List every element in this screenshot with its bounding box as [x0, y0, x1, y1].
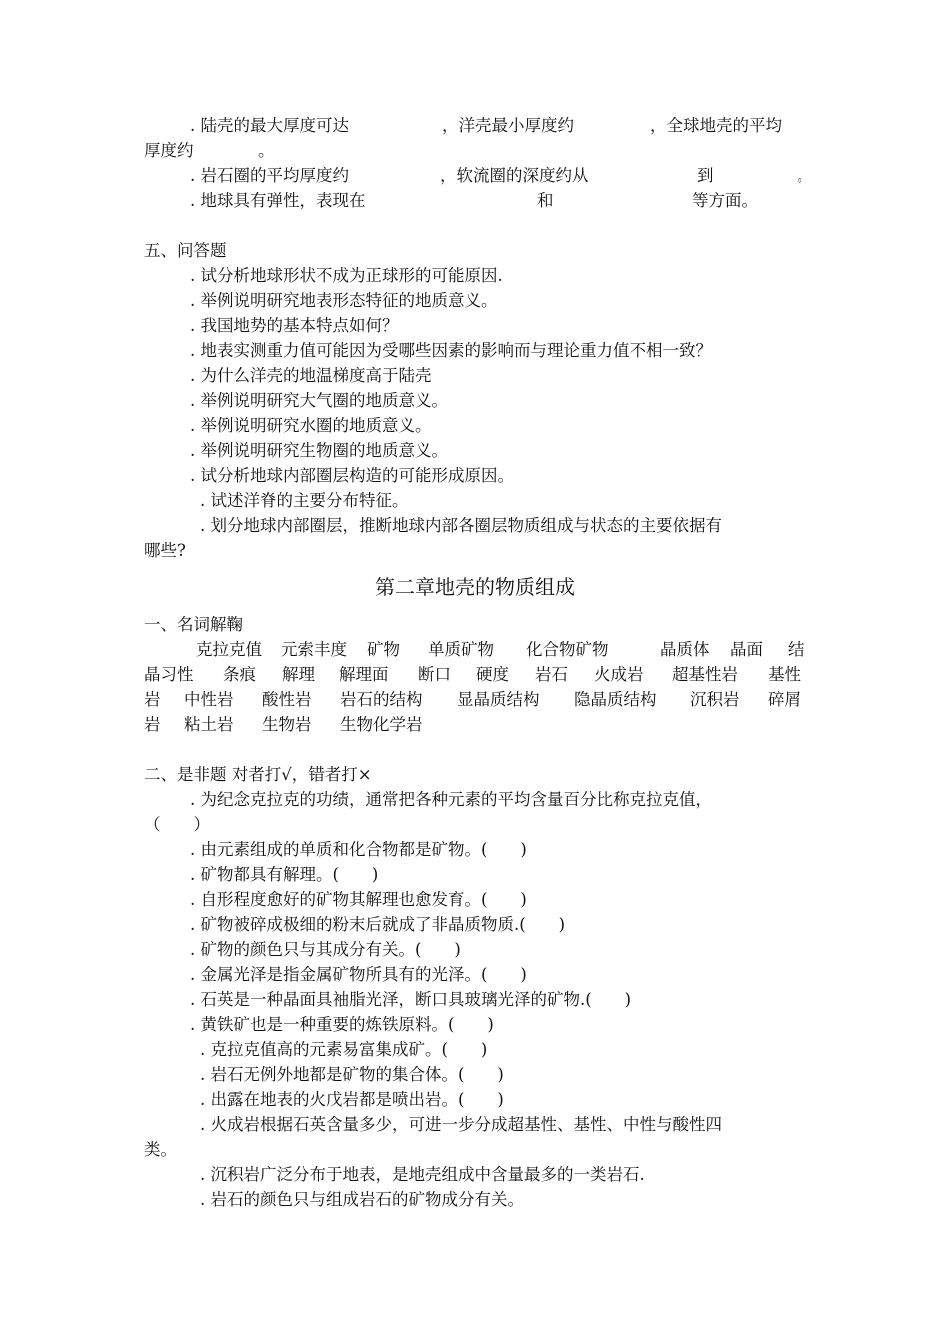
fill-q3-c: 等方面。 [692, 191, 758, 210]
term: 解理面 [339, 665, 389, 684]
term: 超基性岩 [672, 665, 738, 684]
term: 元索丰度 [281, 640, 347, 659]
question-item: . 举例说明研究生物圈的地质意义。 [190, 441, 448, 460]
question-item: . 我国地势的基本特点如何？ [190, 316, 399, 335]
term: 化合物矿物 [526, 640, 609, 659]
term: 隐晶质结构 [574, 690, 657, 709]
term: 中性岩 [184, 690, 234, 709]
tf-item: . 岩石的颜色只与组成岩石的矿物成分有关。 [200, 1190, 524, 1209]
fill-q1-c: ，全球地壳的平均 [650, 116, 782, 135]
tf-item: . 矿物被碎成极细的粉末后就成了非晶质物质.( ) [190, 915, 566, 934]
tf-item: . 矿物的颜色只与其成分有关。( ) [190, 940, 461, 959]
term: 断口 [418, 665, 451, 684]
term: 基性 [768, 665, 801, 684]
tf-item: . 自形程度愈好的矿物其解理也愈发育。( ) [190, 890, 527, 909]
fill-q2-c: 到 [697, 166, 714, 185]
term: 碎屑 [768, 690, 801, 709]
fill-q3-b: 和 [537, 191, 554, 210]
tf-item-long-cont: 类。 [144, 1140, 177, 1159]
question-item: . 举例说明研究地表形态特征的地质意义。 [190, 291, 498, 310]
term: 结 [788, 640, 805, 659]
tf-item: . 出露在地表的火戊岩都是喷出岩。( ) [200, 1090, 504, 1109]
fill-q2-d: 。 [798, 166, 808, 185]
question-item: . 试分析地球形状不成为正球形的可能原因. [190, 266, 503, 285]
term: 岩 [144, 690, 161, 709]
tf-item: . 沉积岩广泛分布于地表，是地壳组成中含量最多的一类岩石. [200, 1165, 645, 1184]
term: 岩 [144, 715, 161, 734]
term: 生物岩 [262, 715, 312, 734]
question-item-last: . 划分地球内部圈层，推断地球内部各圈层物质组成与状态的主要依据有 [200, 516, 722, 535]
section5-heading: 五、问答题 [144, 241, 227, 260]
term: 硬度 [476, 665, 509, 684]
tf-item: . 矿物都具有解理。( ) [190, 865, 379, 884]
tf-item: . 黄铁矿也是一种重要的炼铁原料。( ) [190, 1015, 494, 1034]
term: 条痕 [223, 665, 256, 684]
fill-q2-b: ，软流圈的深度约从 [440, 166, 589, 185]
section1-heading: 一、名词解鞠 [144, 615, 243, 634]
question-item: . 试分析地球内部圈层构造的可能形成原因。 [190, 466, 514, 485]
fill-q1-b: ，洋壳最小厚度约 [442, 116, 574, 135]
tf-item: . 为纪念克拉克的功绩，通常把各种元素的平均含量百分比称克拉克值， [190, 790, 712, 809]
term: 矿物 [367, 640, 400, 659]
term: 沉积岩 [690, 690, 740, 709]
tf-item-long: . 火成岩根据石英含量多少，可进一步分成超基性、基性、中性与酸性四 [200, 1115, 722, 1134]
term: 生物化学岩 [340, 715, 423, 734]
question-item: . 为什么洋壳的地温梯度高于陆壳 [190, 366, 432, 385]
term: 酸性岩 [262, 690, 312, 709]
tf-item: . 克拉克值高的元素易富集成矿。( ) [200, 1040, 488, 1059]
term: 克拉克值 [196, 640, 262, 659]
tf-item-cont: （ ） [144, 815, 210, 834]
term: 岩石 [535, 665, 568, 684]
tf-item: . 金属光泽是指金属矿物所具有的光泽。( ) [190, 965, 527, 984]
tf-item: . 由元素组成的单质和化合物都是矿物。( ) [190, 840, 527, 859]
term: 晶面 [730, 640, 763, 659]
fill-q3-a: . 地球具有弹性，表现在 [190, 191, 366, 210]
fill-q1-a: . 陆壳的最大厚度可达 [190, 116, 349, 135]
question-item: . 举例说明研究大气圈的地质意义。 [190, 391, 448, 410]
term: 粘土岩 [184, 715, 234, 734]
section2-heading: 二、是非题 对者打√，错者打× [144, 765, 372, 784]
question-item-last-cont: 哪些? [144, 541, 186, 560]
term: 显晶质结构 [457, 690, 540, 709]
fill-q1-d: 厚度约 [144, 141, 194, 160]
question-item: . 试述洋脊的主要分布特征。 [200, 491, 409, 510]
tf-item: . 岩石无例外地都是矿物的集合体。( ) [200, 1065, 504, 1084]
question-item: . 地表实测重力值可能因为受哪些因素的影响而与理论重力值不相一致？ [190, 341, 712, 360]
term: 单质矿物 [428, 640, 494, 659]
term: 岩石的结构 [340, 690, 423, 709]
question-item: . 举例说明研究水圈的地质意义。 [190, 416, 432, 435]
term: 解理 [282, 665, 315, 684]
fill-q1-e: 。 [258, 141, 275, 160]
tf-item: . 石英是一种晶面具袖脂光泽，断口具玻璃光泽的矿物.( ) [190, 990, 632, 1009]
term: 火成岩 [594, 665, 644, 684]
term: 晶质体 [660, 640, 710, 659]
chapter-title: 第二章地壳的物质组成 [375, 575, 575, 599]
term: 晶习性 [144, 665, 194, 684]
fill-q2-a: . 岩石圈的平均厚度约 [190, 166, 349, 185]
